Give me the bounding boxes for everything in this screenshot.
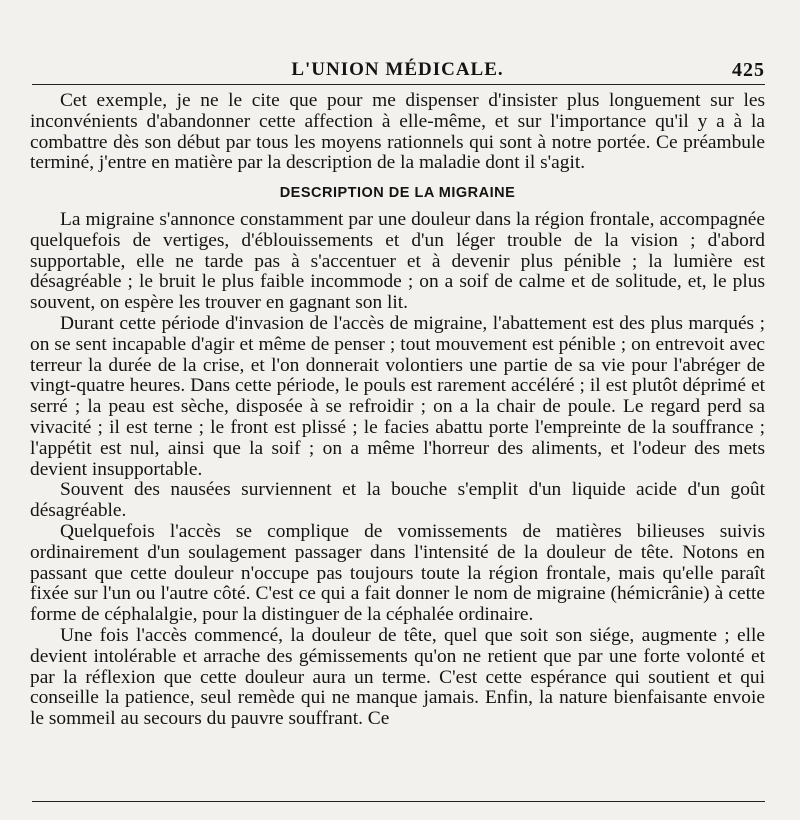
journal-title: L'UNION MÉDICALE. (291, 59, 504, 80)
paragraph: Une fois l'accès commencé, la douleur de tête, quel que soit son siége, augmente ; elle devient intolérable et arrache des gémissements qu'on ne retient que par une forte volonté et par la réflexion que cette douleur aura un terme. C'est cette espérance qui soutient et qui conseille la patience, seul remède qui ne manque jamais. Enfin, la nature bienfaisante envoie le sommeil au secours du pauvre souffrant. Ce (30, 624, 765, 730)
paragraph: La migraine s'annonce constamment par une douleur dans la région frontale, accompagnée quelquefois de vertiges, d'éblouissements et d'un léger trouble de la vision ; d'abord supportable, elle ne tarde pas à s'accentuer et à devenir plus pénible ; la lumière est désagréable ; le bruit le plus faible incommode ; on a soif de calme et de solitude, et, le plus souvent, on espère les trouver en gagnant son lit. (30, 208, 765, 314)
paragraph: Durant cette période d'invasion de l'accès de migraine, l'abattement est des plus marqués ; on se sent incapable d'agir et même de penser ; tout mouvement est pénible ; on entrevoit avec terreur la durée de la crise, et l'on donnerait volontiers une partie de sa vie pour l'abréger de vingt-quatre heures. Dans cette période, le pouls est rarement accéléré ; il est plutôt déprimé et serré ; la peau est sèche, disposée à se refroidir ; on a la chair de poule. Le regard perd sa vivacité ; il est terne ; le front est plissé ; le facies abattu porte l'empreinte de la souffrance ; l'appétit est nul, ainsi que la soif ; on a même l'horreur des aliments, et l'odeur des mets devient insupportable. (30, 312, 765, 480)
paragraph: Cet exemple, je ne le cite que pour me dispenser d'insister plus longuement sur les inconvénients d'abandonner cette affection à elle-même, et sur l'importance qu'il y a à la combattre dès son début par tous les moyens rationnels qui sont à notre portée. Ce préambule terminé, j'entre en matière par la description de la maladie dont il s'agit. (30, 90, 765, 174)
running-head (30, 48, 765, 82)
article-body (30, 91, 765, 730)
paragraph: Souvent des nausées surviennent et la bouche s'emplit d'un liquide acide d'un goût désagréable. (30, 479, 765, 522)
page-number: 425 (732, 59, 765, 81)
section-heading: DESCRIPTION DE LA MIGRAINE (279, 185, 516, 202)
header-rule (32, 84, 765, 85)
paragraph: Quelquefois l'accès se complique de vomissements de matières bilieuses suivis ordinairement d'un soulagement passager dans l'intensité de la douleur de tête. Notons en passant que cette douleur n'occupe pas toujours toute la région frontale, mais qu'elle paraît fixée sur l'un ou l'autre côté. C'est ce qui a fait donner le nom de migraine (hémicrânie) à cette forme de céphalalgie, pour la distinguer de la céphalée ordinaire. (30, 520, 765, 626)
footer-rule (32, 801, 765, 802)
journal-page (30, 48, 765, 730)
